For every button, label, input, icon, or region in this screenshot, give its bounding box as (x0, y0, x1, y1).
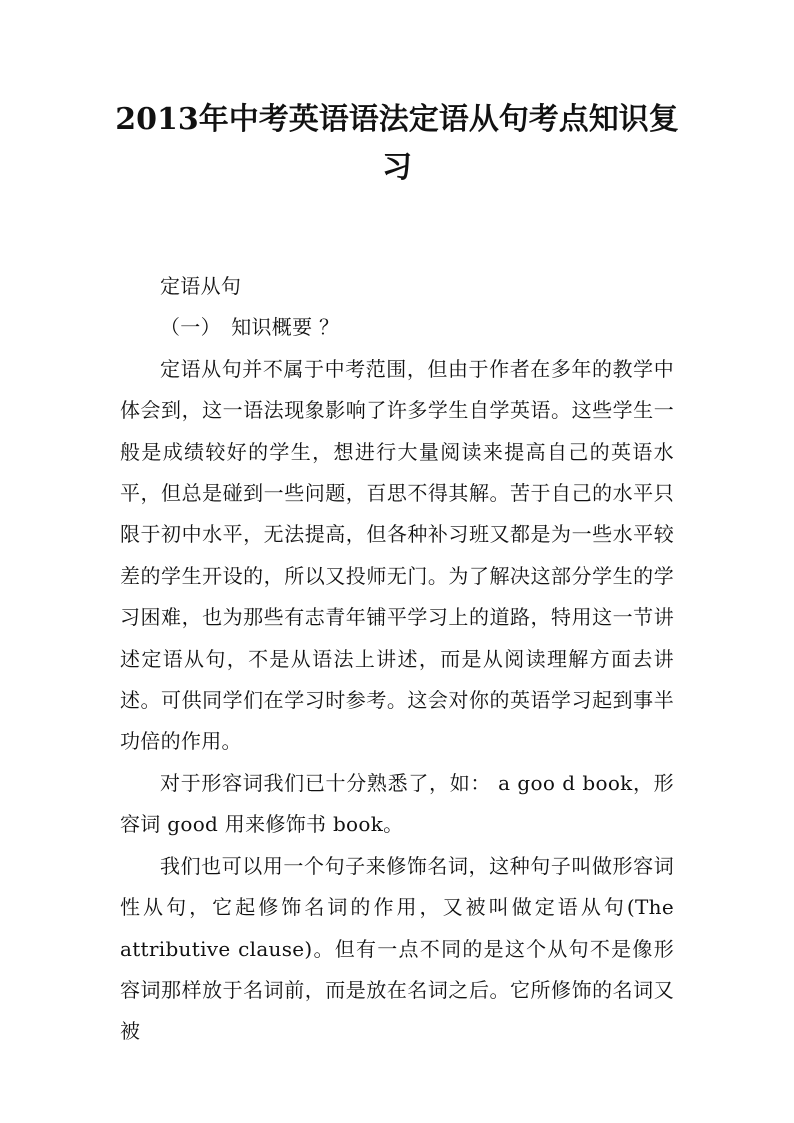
paragraph-clause-definition: 我们也可以用一个句子来修饰名词，这种句子叫做形容词性从句，它起修饰名词的作用，又被叫做定语从句(The attributive clause)。但有一点不同的是这个从句不是像形容词那样放于名词前，而是放在名词之后。它所修饰的名词又被 (120, 853, 674, 1044)
document-title: 2013年中考英语语法定语从句考点知识复习 (115, 102, 679, 185)
section-heading: 定语从句 (160, 274, 242, 298)
subsection-heading: （一） 知识概要 ？ (160, 315, 340, 340)
document-body (120, 266, 674, 1053)
paragraph-intro: 定语从句并不属于中考范围，但由于作者在多年的教学中体会到，这一语法现象影响了许多学生自学英语。这些学生一般是成绩较好的学生，想进行大量阅读来提高自己的英语水平，但总是碰到一些问题，百思不得其解。苦于自己的水平只限于初中水平，无法提高，但各种补习班又都是为一些水平较差的学生开设的，所以又投师无门。为了解决这部分学生的学习困难，也为那些有志青年铺平学习上的道路，特用这一节讲述定语从句，不是从语法上讲述，而是从阅读理解方面去讲述。可供同学们在学习时参考。这会对你的英语学习起到事半功倍的作用。 (120, 356, 674, 754)
paragraph-adjective-example: 对于形容词我们已十分熟悉了，如： a goo d book，形容词 good 用来修饰书 book。 (120, 770, 674, 837)
